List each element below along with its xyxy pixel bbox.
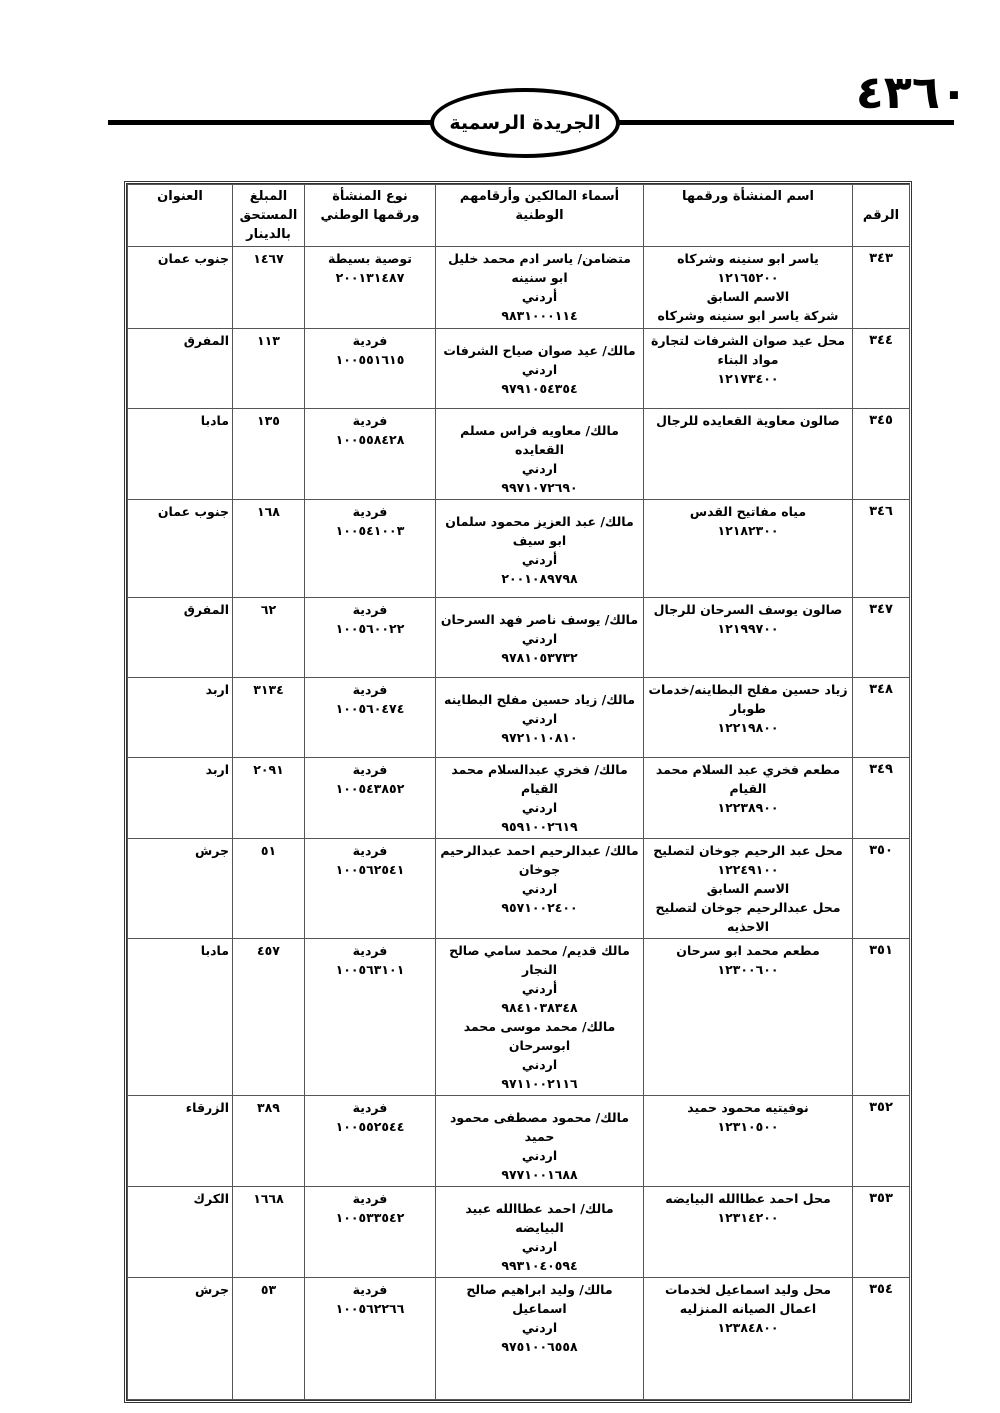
table-row	[128, 329, 910, 409]
establishment-name	[644, 939, 853, 1096]
establishment-name-line: مطعم فخري عبد السلام محمد القيام	[655, 762, 841, 796]
establishment-name	[644, 247, 853, 329]
amount-due: ١١٣	[233, 329, 305, 409]
address: الزرقاء	[128, 1096, 233, 1187]
establishment-name	[644, 409, 853, 500]
owner-line: اردني	[521, 800, 558, 815]
owners	[436, 598, 644, 678]
establishment-type	[305, 1096, 436, 1187]
establishment-name-line: ١٢٢١٩٨٠٠	[717, 720, 779, 735]
type-line: توصية بسيطة	[328, 251, 412, 266]
establishment-name	[644, 329, 853, 409]
establishment-name	[644, 1187, 853, 1278]
establishment-name-line: ١٢٣٨٤٨٠٠	[717, 1320, 779, 1335]
type-line: ١٠٠٥٤٣٨٥٢	[335, 781, 405, 796]
establishment-name-line: الاسم السابق	[706, 881, 790, 896]
owners	[436, 247, 644, 329]
owner-line: ٩٨٣١٠٠٠١١٤	[501, 308, 578, 323]
type-line: ١٠٠٥٥٨٤٢٨	[335, 432, 405, 447]
owners	[436, 409, 644, 500]
establishment-type	[305, 939, 436, 1096]
table-row	[128, 409, 910, 500]
table-row	[128, 939, 910, 1096]
owner-line: متضامن/ ياسر ادم محمد خليل ابو سنينه	[448, 251, 631, 285]
establishment-name-line: ١٢١٩٩٧٠٠	[717, 621, 779, 636]
owner-line: مالك قديم/ محمد سامي صالح النجار	[449, 943, 630, 977]
establishment-name-line: صالون معاوية القعايده للرجال	[656, 413, 840, 428]
type-line: فردية	[352, 333, 388, 348]
type-line: فردية	[352, 504, 388, 519]
establishment-name	[644, 758, 853, 839]
establishment-type	[305, 1278, 436, 1400]
owner-line: مالك/ محمود مصطفى محمود حميد	[449, 1110, 630, 1144]
establishment-name-line: ١٢٣١٤٢٠٠	[717, 1210, 779, 1225]
type-line: ١٠٠٥٦٣١٠١	[335, 962, 405, 977]
establishment-type	[305, 839, 436, 939]
establishment-name-line: شركة ياسر ابو سنينه وشركاه	[657, 308, 839, 323]
owner-line: ٩٧١١٠٠٢١١٦	[501, 1076, 578, 1091]
row-number: ٣٥٠	[853, 839, 910, 939]
amount-due: ٥١	[233, 839, 305, 939]
establishment-name-line: محل احمد عطاالله البيايضه	[665, 1191, 831, 1206]
registry-table	[127, 184, 910, 1400]
header-rule-right	[618, 120, 954, 125]
establishment-name	[644, 678, 853, 758]
owner-line: مالك/ محمد موسى محمد ابوسرحان	[463, 1019, 616, 1053]
owner-line: مالك/ وليد ابراهيم صالح اسماعيل	[466, 1282, 613, 1316]
owners	[436, 758, 644, 839]
owner-line: أردني	[521, 289, 558, 304]
amount-due: ٢٠٩١	[233, 758, 305, 839]
owner-line: مالك/ يوسف ناصر فهد السرحان	[440, 612, 639, 627]
owners	[436, 939, 644, 1096]
owner-line: ٢٠٠١٠٨٩٧٩٨	[501, 571, 578, 586]
establishment-name-line: الاسم السابق	[706, 289, 790, 304]
header-type: نوع المنشأة ورقمها الوطني	[305, 185, 436, 247]
address: المفرق	[128, 329, 233, 409]
owner-line: ٩٧٥١٠٠٦٥٥٨	[501, 1339, 578, 1354]
establishment-name-line: ١٢٣٠٠٦٠٠	[717, 962, 779, 977]
owner-line: اردني	[521, 1239, 558, 1254]
owners	[436, 329, 644, 409]
gazette-title-text: الجريدة الرسمية	[449, 112, 601, 134]
address: المفرق	[128, 598, 233, 678]
row-number: ٣٥٢	[853, 1096, 910, 1187]
type-line: ١٠٠٥٦٠٤٧٤	[335, 701, 405, 716]
owner-line	[439, 600, 640, 610]
owner-line: مالك/ عيد صوان صياح الشرفات	[443, 343, 636, 358]
establishment-name-line: ١٢٢٣٨٩٠٠	[717, 800, 779, 815]
table-row	[128, 758, 910, 839]
establishment-name	[644, 839, 853, 939]
type-line: ١٠٠٥٦٢٢٦٦	[335, 1301, 405, 1316]
page-number: ٤٣٦٠	[855, 65, 968, 119]
owner-line: ٩٧٢١٠١٠٨١٠	[501, 730, 578, 745]
owner-line: أردني	[521, 552, 558, 567]
address: جرش	[128, 839, 233, 939]
table-row	[128, 1187, 910, 1278]
owner-line: ٩٧٩١٠٥٤٣٥٤	[501, 381, 578, 396]
owner-line: ٩٨٤١٠٣٨٣٤٨	[501, 1000, 578, 1015]
establishment-name-line: زياد حسين مفلح البطاينه/خدمات طوبار	[648, 682, 848, 716]
amount-due: ٦٢	[233, 598, 305, 678]
table-row	[128, 678, 910, 758]
owners	[436, 500, 644, 598]
registry-table-frame	[124, 181, 912, 1403]
owner-line: اردني	[521, 1057, 558, 1072]
establishment-name-line: ١٢٢٤٩١٠٠	[717, 862, 779, 877]
type-line: ٢٠٠١٣١٤٨٧	[335, 270, 405, 285]
owner-line: مالك/ زياد حسين مفلح البطاينه	[444, 692, 635, 707]
row-number: ٣٥٣	[853, 1187, 910, 1278]
type-line: فردية	[352, 1282, 388, 1297]
establishment-name-line: ١٢١٨٢٣٠٠	[717, 523, 779, 538]
owners	[436, 1187, 644, 1278]
owner-line: اردني	[521, 881, 558, 896]
address: اربد	[128, 758, 233, 839]
row-number: ٣٥٤	[853, 1278, 910, 1400]
owner-line: ٩٩٣١٠٤٠٥٩٤	[501, 1258, 578, 1273]
establishment-name-line: مطعم محمد ابو سرحان	[676, 943, 820, 958]
establishment-name-line: ١٢٣١٠٥٠٠	[717, 1119, 779, 1134]
establishment-name-line: نوفيتيه محمود حميد	[687, 1100, 809, 1115]
establishment-type	[305, 678, 436, 758]
type-line: فردية	[352, 943, 388, 958]
amount-due: ١٦٦٨	[233, 1187, 305, 1278]
establishment-name-line: محل عبد الرحيم جوخان لتصليح	[653, 843, 843, 858]
table-body	[128, 247, 910, 1400]
amount-due: ١٤٦٧	[233, 247, 305, 329]
establishment-type	[305, 500, 436, 598]
owner-line: ٩٩٧١٠٧٢٦٩٠	[501, 480, 578, 495]
table-row	[128, 1096, 910, 1187]
row-number: ٣٤٨	[853, 678, 910, 758]
owner-line: اردني	[521, 631, 558, 646]
owners	[436, 1096, 644, 1187]
establishment-name-line: صالون يوسف السرحان للرجال	[653, 602, 843, 617]
header-owners: أسماء المالكين وأرقامهم الوطنية	[436, 185, 644, 247]
table-row	[128, 500, 910, 598]
owner-line: ٩٧٧١٠٠١٦٨٨	[501, 1167, 578, 1182]
establishment-name-line: محل عيد صوان الشرفات لتجارة مواد البناء	[650, 333, 846, 367]
owner-line: مالك/ معاويه فراس مسلم القعايده	[460, 423, 619, 457]
amount-due: ١٣٥	[233, 409, 305, 500]
type-line: ١٠٠٥٤١٠٠٣	[335, 523, 405, 538]
establishment-type	[305, 329, 436, 409]
owners	[436, 1278, 644, 1400]
address: مادبا	[128, 939, 233, 1096]
row-number: ٣٥١	[853, 939, 910, 1096]
establishment-name-line: مياه مفاتيح القدس	[689, 504, 807, 519]
table-row	[128, 247, 910, 329]
type-line: فردية	[352, 602, 388, 617]
address: اربد	[128, 678, 233, 758]
owner-line: اردني	[521, 461, 558, 476]
header-rule-left	[108, 120, 432, 125]
address: جرش	[128, 1278, 233, 1400]
type-line: ١٠٠٥٥١٦١٥	[335, 352, 405, 367]
establishment-type	[305, 409, 436, 500]
establishment-name-line: ١٢١٦٥٢٠٠	[717, 270, 779, 285]
header-number: الرقم	[853, 185, 910, 247]
owner-line	[439, 1098, 640, 1108]
amount-due: ١٦٨	[233, 500, 305, 598]
type-line: فردية	[352, 843, 388, 858]
row-number: ٣٤٥	[853, 409, 910, 500]
row-number: ٣٤٦	[853, 500, 910, 598]
owner-line: اردني	[521, 1320, 558, 1335]
type-line: فردية	[352, 1100, 388, 1115]
establishment-type	[305, 247, 436, 329]
address: مادبا	[128, 409, 233, 500]
row-number: ٣٤٤	[853, 329, 910, 409]
type-line: ١٠٠٥٣٣٥٤٢	[335, 1210, 405, 1225]
establishment-name-line: ١٢١٧٣٤٠٠	[717, 371, 779, 386]
owner-line: مالك/ فخري عبدالسلام محمد القيام	[451, 762, 628, 796]
type-line: ١٠٠٥٦٢٥٤١	[335, 862, 405, 877]
establishment-name	[644, 598, 853, 678]
header-amount: المبلغ المستحق بالدينار	[233, 185, 305, 247]
establishment-type	[305, 598, 436, 678]
owner-line: ٩٥٩١٠٠٢٦١٩	[501, 819, 578, 834]
owner-line: اردني	[521, 1148, 558, 1163]
owner-line: اردني	[521, 362, 558, 377]
owner-line	[439, 680, 640, 690]
type-line: ١٠٠٥٥٢٥٤٤	[335, 1119, 405, 1134]
amount-due: ٣١٣٤	[233, 678, 305, 758]
establishment-type	[305, 758, 436, 839]
header-address: العنوان	[128, 185, 233, 247]
establishment-name-line: محل عبدالرحيم جوخان لتصليح الاحذيه	[655, 900, 841, 934]
header-name: اسم المنشأة ورقمها	[644, 185, 853, 247]
owner-line: مالك/ عبد العزيز محمود سلمان ابو سيف	[445, 514, 634, 548]
table-row	[128, 839, 910, 939]
owner-line: اردني	[521, 711, 558, 726]
establishment-name	[644, 1278, 853, 1400]
type-line: فردية	[352, 413, 388, 428]
amount-due: ٤٥٧	[233, 939, 305, 1096]
owners	[436, 678, 644, 758]
type-line: فردية	[352, 762, 388, 777]
owner-line: مالك/ عبدالرحيم احمد عبدالرحيم جوخان	[440, 843, 639, 877]
owner-line	[439, 502, 640, 512]
address: جنوب عمان	[128, 247, 233, 329]
owner-line	[439, 1189, 640, 1199]
owner-line	[439, 411, 640, 421]
establishment-name	[644, 500, 853, 598]
owner-line: مالك/ احمد عطاالله عبيد البيايضه	[465, 1201, 614, 1235]
table-row	[128, 1278, 910, 1400]
owner-line	[439, 331, 640, 341]
amount-due: ٥٣	[233, 1278, 305, 1400]
row-number: ٣٤٣	[853, 247, 910, 329]
row-number: ٣٤٧	[853, 598, 910, 678]
establishment-name	[644, 1096, 853, 1187]
establishment-type	[305, 1187, 436, 1278]
owner-line: ٩٥٧١٠٠٢٤٠٠	[501, 900, 578, 915]
type-line: ١٠٠٥٦٠٠٢٢	[335, 621, 405, 636]
address: جنوب عمان	[128, 500, 233, 598]
owners	[436, 839, 644, 939]
owner-line: ٩٧٨١٠٥٣٧٣٢	[501, 650, 578, 665]
table-header-row	[128, 185, 910, 247]
address: الكرك	[128, 1187, 233, 1278]
type-line: فردية	[352, 682, 388, 697]
row-number: ٣٤٩	[853, 758, 910, 839]
type-line: فردية	[352, 1191, 388, 1206]
owner-line: أردني	[521, 981, 558, 996]
gazette-title	[430, 88, 620, 158]
amount-due: ٣٨٩	[233, 1096, 305, 1187]
establishment-name-line: ياسر ابو سنينه وشركاه	[677, 251, 819, 266]
establishment-name-line: محل وليد اسماعيل لخدمات اعمال الصيانه المنزليه	[664, 1282, 832, 1316]
table-row	[128, 598, 910, 678]
